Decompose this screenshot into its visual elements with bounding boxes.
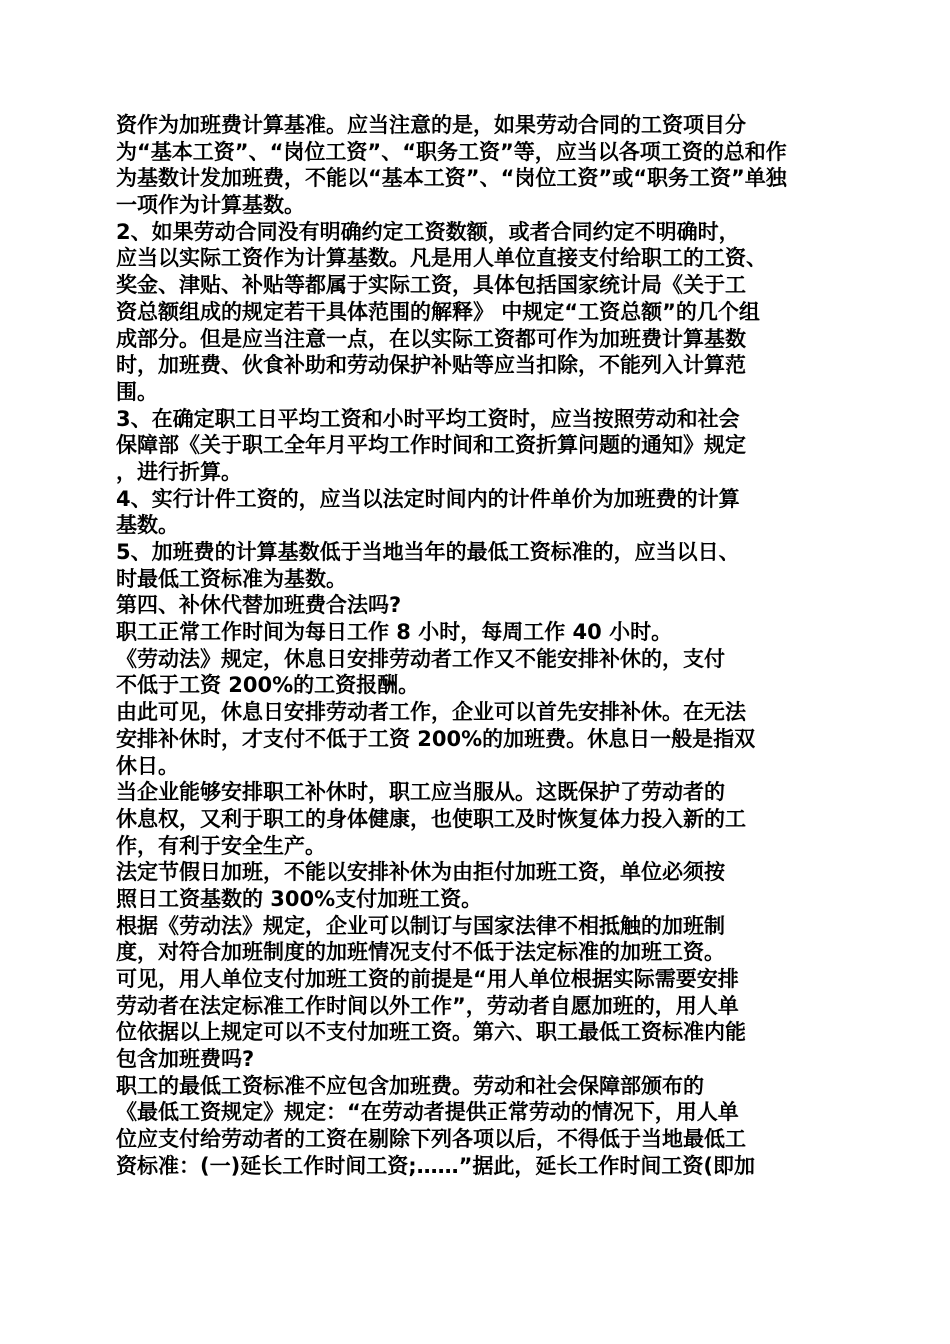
text-line: 4、实行计件工资的，应当以法定时间内的计件单价为加班费的计算 [116, 486, 740, 511]
text-line: 时最低工资标准为基数。 [116, 566, 347, 591]
text-line: 为“基本工资”、“岗位工资”、“职务工资”等，应当以各项工资的总和作 [116, 139, 787, 164]
text-line: 安排补休时，才支付不低于工资 200%的加班费。休息日一般是指双 [116, 726, 756, 751]
text-line: 可见，用人单位支付加班工资的前提是“用人单位根据实际需要安排 [116, 967, 739, 991]
text-line: 包含加班费吗? [116, 1047, 255, 1072]
text-line: 围。 [116, 379, 158, 404]
text-line: 位依据以上规定可以不支付加班工资。第六、职工最低工资标准内能 [116, 1020, 746, 1045]
text-line: 2、如果劳动合同没有明确约定工资数额，或者合同约定不明确时， [116, 219, 740, 244]
text-line: 位应支付给劳动者的工资在剔除下列各项以后，不得低于当地最低工 [116, 1127, 746, 1152]
text-line: 3、在确定职工日平均工资和小时平均工资时，应当按照劳动和社会 [116, 406, 740, 431]
text-line: 当企业能够安排职工补休时，职工应当服从。这既保护了劳动者的 [116, 780, 725, 805]
text-line: 不低于工资 200%的工资报酬。 [116, 673, 420, 698]
text-line: 5、加班费的计算基数低于当地当年的最低工资标准的，应当以日、 [116, 540, 740, 564]
text-line: 职工正常工作时间为每日工作 8 小时，每周工作 40 小时。 [116, 620, 673, 645]
text-line: 资总额组成的规定若干具体范围的解释》 中规定“工资总额”的几个组 [116, 299, 760, 324]
document-body [116, 112, 841, 1180]
text-line: 资标准：(一)延长工作时间工资;……”据此，延长工作时间工资(即加 [116, 1153, 755, 1178]
text-line: 度，对符合加班制度的加班情况支付不低于法定标准的加班工资。 [116, 940, 725, 965]
text-line: 职工的最低工资标准不应包含加班费。劳动和社会保障部颁布的 [116, 1073, 704, 1098]
text-line: 基数。 [116, 513, 179, 538]
text-line: 休日。 [116, 753, 179, 778]
text-line: 保障部《关于职工全年月平均工作时间和工资折算问题的通知》规定 [116, 433, 746, 458]
text-line: 作，有利于安全生产。 [116, 833, 326, 858]
text-line: 资作为加班费计算基准。应当注意的是，如果劳动合同的工资项目分 [116, 113, 746, 137]
text-line: 一项作为计算基数。 [116, 193, 305, 218]
text-line: 《最低工资规定》规定：“在劳动者提供正常劳动的情况下，用人单 [116, 1100, 739, 1125]
text-line: 为基数计发加班费，不能以“基本工资”、“岗位工资”或“职务工资”单独 [116, 166, 787, 191]
text-line: ，进行折算。 [116, 459, 242, 484]
text-line: 第四、补休代替加班费合法吗? [116, 593, 402, 618]
text-line: 由此可见，休息日安排劳动者工作，企业可以首先安排补休。在无法 [116, 700, 746, 725]
text-line: 应当以实际工资作为计算基数。凡是用人单位直接支付给职工的工资、 [116, 246, 767, 271]
text-line: 照日工资基数的 300%支付加班工资。 [116, 886, 483, 911]
text-line: 休息权，又利于职工的身体健康，也使职工及时恢复体力投入新的工 [116, 806, 746, 831]
text-line: 时，加班费、伙食补助和劳动保护补贴等应当扣除，不能列入计算范 [116, 353, 746, 378]
text-line: 奖金、津贴、补贴等都属于实际工资，具体包括国家统计局《关于工 [116, 273, 746, 298]
text-line: 成部分。但是应当注意一点，在以实际工资都可作为加班费计算基数 [116, 326, 746, 351]
text-line: 法定节假日加班，不能以安排补休为由拒付加班工资，单位必须按 [116, 860, 725, 885]
text-line: 《劳动法》规定，休息日安排劳动者工作又不能安排补休的，支付 [116, 646, 725, 671]
text-line: 根据《劳动法》规定，企业可以制订与国家法律不相抵触的加班制 [116, 913, 725, 938]
text-line: 劳动者在法定标准工作时间以外工作”，劳动者自愿加班的，用人单 [116, 993, 739, 1018]
